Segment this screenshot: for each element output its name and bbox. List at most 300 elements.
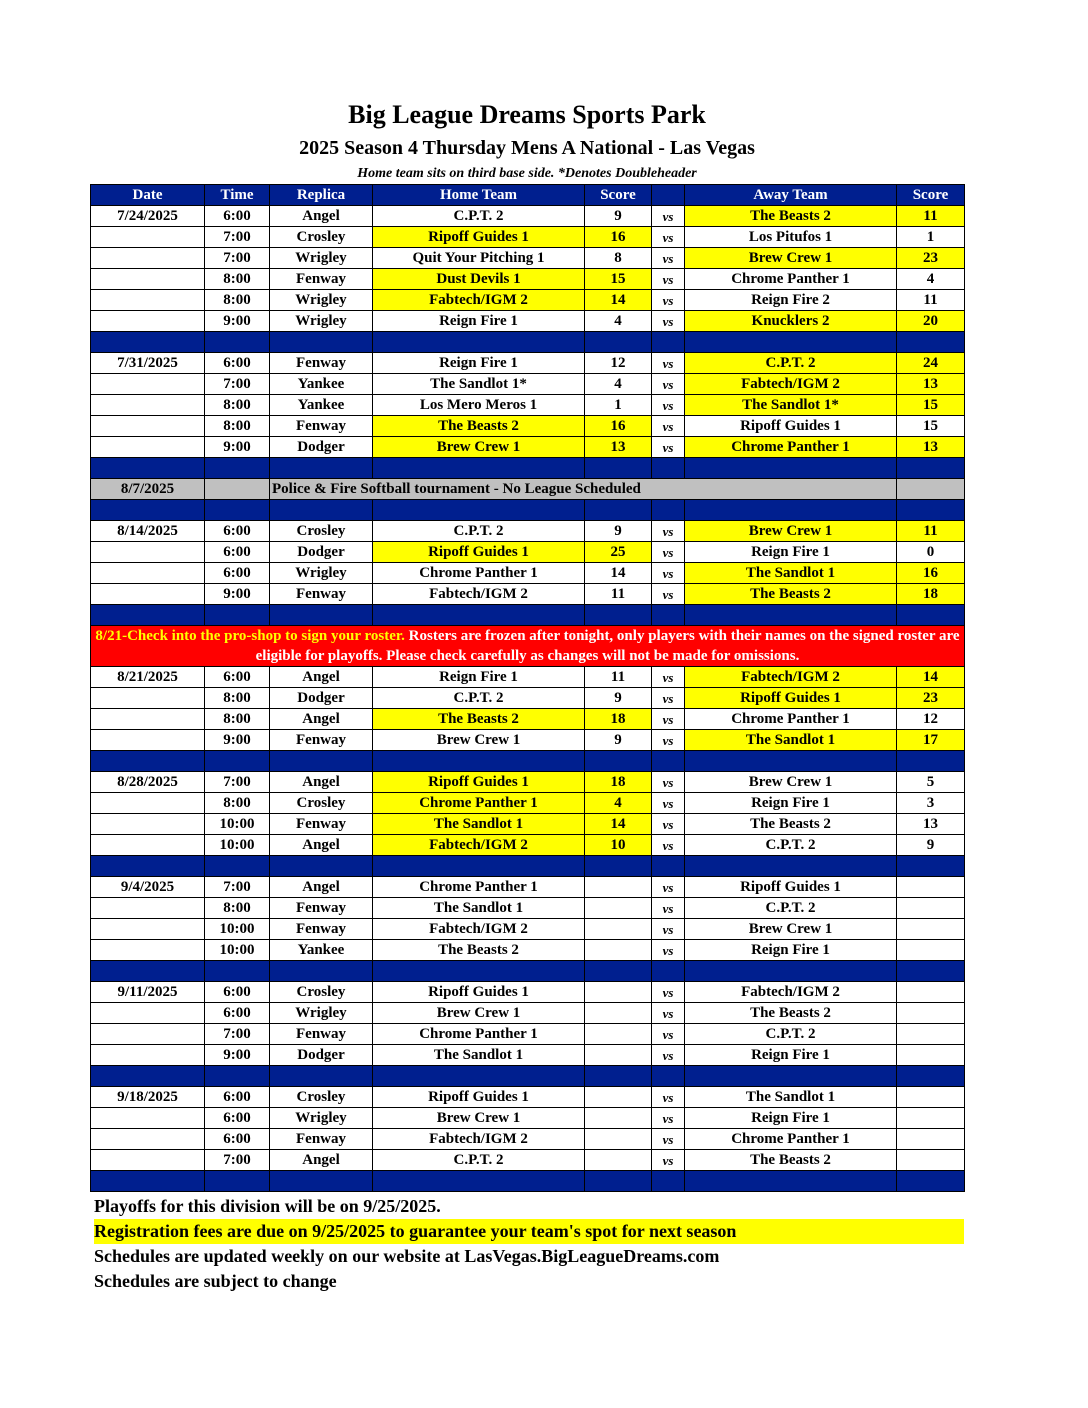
home-score: 15: [585, 269, 652, 290]
vs-label: vs: [652, 1003, 685, 1024]
home-team: Ripoff Guides 1: [373, 1087, 585, 1108]
game-date: 8/14/2025: [91, 521, 205, 542]
home-score: 11: [585, 584, 652, 605]
game-row: [91, 1024, 965, 1045]
game-replica-field: Fenway: [270, 1024, 373, 1045]
game-replica-field: Wrigley: [270, 1108, 373, 1129]
date-cell: 8/7/2025: [91, 479, 205, 500]
away-team: Brew Crew 1: [685, 772, 897, 793]
vs-label: vs: [652, 835, 685, 856]
home-team: The Sandlot 1: [373, 814, 585, 835]
away-score: [897, 898, 965, 919]
home-score: 16: [585, 416, 652, 437]
col-header-vs: [652, 185, 685, 206]
separator-cell: [205, 500, 270, 521]
home-score: 4: [585, 311, 652, 332]
separator-cell: [585, 1171, 652, 1192]
home-score: [585, 877, 652, 898]
week-separator: [91, 332, 965, 353]
game-time: 8:00: [205, 898, 270, 919]
vs-label: vs: [652, 940, 685, 961]
game-replica-field: Fenway: [270, 898, 373, 919]
separator-cell: [685, 961, 897, 982]
home-score: [585, 919, 652, 940]
home-team: The Beasts 2: [373, 416, 585, 437]
game-date: 8/21/2025: [91, 667, 205, 688]
away-score: 23: [897, 688, 965, 709]
game-time: 6:00: [205, 667, 270, 688]
separator-cell: [205, 332, 270, 353]
separator-cell: [897, 1066, 965, 1087]
separator-cell: [270, 1171, 373, 1192]
home-team: Fabtech/IGM 2: [373, 290, 585, 311]
notice-text: Police & Fire Softball tournament - No League Scheduled: [270, 479, 897, 500]
separator-cell: [91, 1066, 205, 1087]
away-score: 12: [897, 709, 965, 730]
separator-cell: [897, 605, 965, 626]
vs-label: vs: [652, 1108, 685, 1129]
away-team: Los Pitufos 1: [685, 227, 897, 248]
vs-label: vs: [652, 206, 685, 227]
separator-cell: [373, 856, 585, 877]
game-date: 7/24/2025: [91, 206, 205, 227]
vs-label: vs: [652, 793, 685, 814]
away-team: C.P.T. 2: [685, 835, 897, 856]
away-team: Reign Fire 1: [685, 793, 897, 814]
game-replica-field: Wrigley: [270, 311, 373, 332]
separator-cell: [270, 961, 373, 982]
game-time: 8:00: [205, 269, 270, 290]
game-date: 9/11/2025: [91, 982, 205, 1003]
vs-label: vs: [652, 688, 685, 709]
away-score: [897, 940, 965, 961]
game-date: [91, 1108, 205, 1129]
home-team: Dust Devils 1: [373, 269, 585, 290]
home-score: [585, 940, 652, 961]
game-date: [91, 898, 205, 919]
game-time: 10:00: [205, 814, 270, 835]
schedule-page: [90, 96, 964, 1294]
away-team: Chrome Panther 1: [685, 709, 897, 730]
game-time: 8:00: [205, 688, 270, 709]
game-replica-field: Crosley: [270, 982, 373, 1003]
home-team: The Sandlot 1: [373, 898, 585, 919]
home-team: The Sandlot 1: [373, 1045, 585, 1066]
home-score: [585, 982, 652, 1003]
game-row: [91, 374, 965, 395]
separator-cell: [685, 856, 897, 877]
game-date: 8/28/2025: [91, 772, 205, 793]
away-team: Reign Fire 2: [685, 290, 897, 311]
week-separator: [91, 751, 965, 772]
roster-alert-highlight: 8/21-Check into the pro-shop to sign your roster.: [95, 628, 405, 644]
roster-alert-text: Rosters are frozen after tonight, only players with their names on the signed roster are eligible for playoffs. Please check carefully as changes will not be made for omissions.: [255, 628, 960, 664]
away-team: The Beasts 2: [685, 206, 897, 227]
table-header-row: [91, 185, 965, 206]
game-row: [91, 835, 965, 856]
home-team: The Beasts 2: [373, 709, 585, 730]
game-time: 10:00: [205, 835, 270, 856]
game-replica-field: Fenway: [270, 584, 373, 605]
col-header-replica: Replica: [270, 185, 373, 206]
separator-cell: [373, 605, 585, 626]
game-replica-field: Crosley: [270, 227, 373, 248]
game-row: [91, 877, 965, 898]
separator-cell: [270, 1066, 373, 1087]
separator-cell: [652, 1066, 685, 1087]
away-score: 11: [897, 521, 965, 542]
game-time: 6:00: [205, 563, 270, 584]
separator-cell: [373, 1066, 585, 1087]
game-date: [91, 563, 205, 584]
separator-cell: [685, 751, 897, 772]
home-team: Chrome Panther 1: [373, 1024, 585, 1045]
game-replica-field: Dodger: [270, 688, 373, 709]
separator-cell: [205, 458, 270, 479]
away-team: Fabtech/IGM 2: [685, 982, 897, 1003]
game-time: 6:00: [205, 1108, 270, 1129]
home-score: 14: [585, 563, 652, 584]
game-time: 9:00: [205, 437, 270, 458]
game-replica-field: Angel: [270, 709, 373, 730]
game-replica-field: Yankee: [270, 374, 373, 395]
away-score: 1: [897, 227, 965, 248]
home-score: 25: [585, 542, 652, 563]
away-team: Fabtech/IGM 2: [685, 667, 897, 688]
game-replica-field: Dodger: [270, 542, 373, 563]
home-score: [585, 1003, 652, 1024]
vs-label: vs: [652, 248, 685, 269]
vs-label: vs: [652, 1024, 685, 1045]
vs-label: vs: [652, 772, 685, 793]
game-replica-field: Fenway: [270, 269, 373, 290]
game-row: [91, 563, 965, 584]
game-time: 10:00: [205, 919, 270, 940]
separator-cell: [270, 751, 373, 772]
game-date: [91, 814, 205, 835]
game-date: [91, 1045, 205, 1066]
home-score: 1: [585, 395, 652, 416]
game-replica-field: Dodger: [270, 1045, 373, 1066]
separator-cell: [373, 332, 585, 353]
week-separator: [91, 1171, 965, 1192]
week-separator: [91, 856, 965, 877]
away-score: 24: [897, 353, 965, 374]
game-time: 7:00: [205, 1150, 270, 1171]
away-score: 15: [897, 395, 965, 416]
vs-label: vs: [652, 521, 685, 542]
home-score: 11: [585, 667, 652, 688]
home-score: [585, 1150, 652, 1171]
game-time: 7:00: [205, 772, 270, 793]
separator-cell: [373, 500, 585, 521]
home-team: Reign Fire 1: [373, 667, 585, 688]
away-score: 5: [897, 772, 965, 793]
away-team: Fabtech/IGM 2: [685, 374, 897, 395]
game-date: [91, 835, 205, 856]
game-row: [91, 437, 965, 458]
game-date: [91, 940, 205, 961]
game-date: [91, 437, 205, 458]
vs-label: vs: [652, 227, 685, 248]
game-date: [91, 688, 205, 709]
game-date: [91, 395, 205, 416]
col-header-time: Time: [205, 185, 270, 206]
game-row: [91, 1045, 965, 1066]
week-separator: [91, 961, 965, 982]
game-replica-field: Fenway: [270, 814, 373, 835]
game-row: [91, 814, 965, 835]
game-row: [91, 290, 965, 311]
separator-cell: [897, 1171, 965, 1192]
away-score: 16: [897, 563, 965, 584]
footer-registration: Registration fees are due on 9/25/2025 to guarantee your team's spot for next season: [94, 1219, 964, 1244]
away-score: 15: [897, 416, 965, 437]
vs-label: vs: [652, 898, 685, 919]
game-row: [91, 521, 965, 542]
separator-cell: [652, 458, 685, 479]
away-team: The Beasts 2: [685, 1003, 897, 1024]
game-replica-field: Wrigley: [270, 290, 373, 311]
home-score: 4: [585, 374, 652, 395]
home-score: 12: [585, 353, 652, 374]
home-score: [585, 1129, 652, 1150]
away-score: 0: [897, 542, 965, 563]
game-replica-field: Dodger: [270, 437, 373, 458]
game-time: 7:00: [205, 1024, 270, 1045]
separator-cell: [205, 1171, 270, 1192]
game-row: [91, 709, 965, 730]
separator-cell: [685, 1066, 897, 1087]
separator-cell: [373, 961, 585, 982]
home-team: Reign Fire 1: [373, 353, 585, 374]
away-score: 11: [897, 206, 965, 227]
separator-cell: [585, 1066, 652, 1087]
no-games-row: [91, 479, 965, 500]
home-team: C.P.T. 2: [373, 688, 585, 709]
separator-cell: [897, 332, 965, 353]
game-time: 6:00: [205, 982, 270, 1003]
away-team: The Beasts 2: [685, 1150, 897, 1171]
home-score: [585, 1045, 652, 1066]
separator-cell: [585, 458, 652, 479]
game-replica-field: Wrigley: [270, 563, 373, 584]
away-team: Ripoff Guides 1: [685, 877, 897, 898]
home-score: 9: [585, 730, 652, 751]
away-score: [897, 1150, 965, 1171]
game-time: 6:00: [205, 521, 270, 542]
game-row: [91, 353, 965, 374]
separator-cell: [91, 500, 205, 521]
home-team: Brew Crew 1: [373, 1003, 585, 1024]
home-score: 16: [585, 227, 652, 248]
game-row: [91, 1108, 965, 1129]
separator-cell: [270, 332, 373, 353]
game-date: [91, 311, 205, 332]
game-row: [91, 542, 965, 563]
home-score: 14: [585, 290, 652, 311]
game-date: [91, 584, 205, 605]
col-header-away-score: Score: [897, 185, 965, 206]
game-replica-field: Fenway: [270, 416, 373, 437]
separator-cell: [585, 961, 652, 982]
game-replica-field: Crosley: [270, 521, 373, 542]
separator-cell: [91, 1171, 205, 1192]
vs-label: vs: [652, 563, 685, 584]
home-team: Fabtech/IGM 2: [373, 835, 585, 856]
separator-cell: [652, 500, 685, 521]
separator-cell: [270, 605, 373, 626]
separator-cell: [585, 856, 652, 877]
separator-cell: [91, 458, 205, 479]
home-score: 9: [585, 206, 652, 227]
away-team: The Sandlot 1*: [685, 395, 897, 416]
game-date: [91, 416, 205, 437]
game-replica-field: Fenway: [270, 730, 373, 751]
away-score: 13: [897, 437, 965, 458]
vs-label: vs: [652, 437, 685, 458]
game-time: 9:00: [205, 1045, 270, 1066]
away-score: [897, 982, 965, 1003]
home-team: Fabtech/IGM 2: [373, 584, 585, 605]
away-team: C.P.T. 2: [685, 898, 897, 919]
game-row: [91, 688, 965, 709]
away-team: Reign Fire 1: [685, 542, 897, 563]
game-replica-field: Angel: [270, 877, 373, 898]
home-team: Quit Your Pitching 1: [373, 248, 585, 269]
vs-label: vs: [652, 1150, 685, 1171]
game-row: [91, 940, 965, 961]
game-date: [91, 374, 205, 395]
away-team: Reign Fire 1: [685, 1108, 897, 1129]
separator-cell: [373, 1171, 585, 1192]
vs-label: vs: [652, 730, 685, 751]
home-team: Chrome Panther 1: [373, 877, 585, 898]
game-date: [91, 730, 205, 751]
home-team: The Beasts 2: [373, 940, 585, 961]
game-replica-field: Angel: [270, 206, 373, 227]
separator-cell: [585, 332, 652, 353]
home-team: Reign Fire 1: [373, 311, 585, 332]
schedule-body: [91, 206, 965, 1192]
col-header-home-team: Home Team: [373, 185, 585, 206]
vs-label: vs: [652, 667, 685, 688]
home-team: Brew Crew 1: [373, 730, 585, 751]
game-time: 9:00: [205, 584, 270, 605]
away-score: [897, 919, 965, 940]
home-team: Los Mero Meros 1: [373, 395, 585, 416]
away-score: [897, 1024, 965, 1045]
away-team: Knucklers 2: [685, 311, 897, 332]
game-time: 8:00: [205, 290, 270, 311]
away-score: [897, 1108, 965, 1129]
home-team: Fabtech/IGM 2: [373, 1129, 585, 1150]
home-team: Chrome Panther 1: [373, 563, 585, 584]
away-team: Ripoff Guides 1: [685, 416, 897, 437]
separator-cell: [91, 856, 205, 877]
away-team: Chrome Panther 1: [685, 269, 897, 290]
vs-label: vs: [652, 290, 685, 311]
game-date: 7/31/2025: [91, 353, 205, 374]
game-replica-field: Fenway: [270, 919, 373, 940]
away-score: 4: [897, 269, 965, 290]
game-date: [91, 709, 205, 730]
separator-cell: [585, 500, 652, 521]
away-team: The Sandlot 1: [685, 730, 897, 751]
away-score: 17: [897, 730, 965, 751]
footer-disclaimer: Schedules are subject to change: [94, 1271, 337, 1291]
game-row: [91, 584, 965, 605]
game-row: [91, 730, 965, 751]
game-date: 9/4/2025: [91, 877, 205, 898]
game-time: 6:00: [205, 1003, 270, 1024]
empty-cell: [897, 479, 965, 500]
vs-label: vs: [652, 1045, 685, 1066]
schedule-note: Home team sits on third base side. *Denotes Doubleheader: [357, 166, 697, 181]
game-time: 8:00: [205, 709, 270, 730]
vs-label: vs: [652, 416, 685, 437]
home-team: C.P.T. 2: [373, 1150, 585, 1171]
game-time: 7:00: [205, 248, 270, 269]
game-replica-field: Crosley: [270, 1087, 373, 1108]
game-row: [91, 311, 965, 332]
game-date: [91, 1129, 205, 1150]
home-score: 4: [585, 793, 652, 814]
home-team: Ripoff Guides 1: [373, 542, 585, 563]
roster-alert-row: [91, 626, 965, 667]
separator-cell: [205, 605, 270, 626]
separator-cell: [897, 500, 965, 521]
separator-cell: [91, 605, 205, 626]
empty-cell: [205, 479, 270, 500]
away-team: Ripoff Guides 1: [685, 688, 897, 709]
away-team: Brew Crew 1: [685, 919, 897, 940]
away-team: The Beasts 2: [685, 814, 897, 835]
separator-cell: [652, 856, 685, 877]
away-score: 23: [897, 248, 965, 269]
separator-cell: [685, 332, 897, 353]
separator-cell: [685, 458, 897, 479]
footer-playoffs: Playoffs for this division will be on 9/25/2025.: [94, 1196, 441, 1216]
game-date: [91, 542, 205, 563]
separator-cell: [652, 961, 685, 982]
game-row: [91, 206, 965, 227]
game-replica-field: Wrigley: [270, 248, 373, 269]
separator-cell: [270, 856, 373, 877]
separator-cell: [270, 500, 373, 521]
away-team: The Sandlot 1: [685, 1087, 897, 1108]
separator-cell: [897, 751, 965, 772]
game-time: 6:00: [205, 353, 270, 374]
away-team: C.P.T. 2: [685, 1024, 897, 1045]
away-team: Chrome Panther 1: [685, 437, 897, 458]
game-replica-field: Angel: [270, 1150, 373, 1171]
away-score: [897, 877, 965, 898]
home-score: 8: [585, 248, 652, 269]
separator-cell: [205, 751, 270, 772]
away-team: The Beasts 2: [685, 584, 897, 605]
separator-cell: [270, 458, 373, 479]
game-time: 8:00: [205, 395, 270, 416]
away-team: Reign Fire 1: [685, 940, 897, 961]
vs-label: vs: [652, 1129, 685, 1150]
separator-cell: [373, 458, 585, 479]
vs-label: vs: [652, 269, 685, 290]
game-row: [91, 1003, 965, 1024]
game-date: [91, 793, 205, 814]
away-score: 13: [897, 814, 965, 835]
away-score: [897, 1087, 965, 1108]
